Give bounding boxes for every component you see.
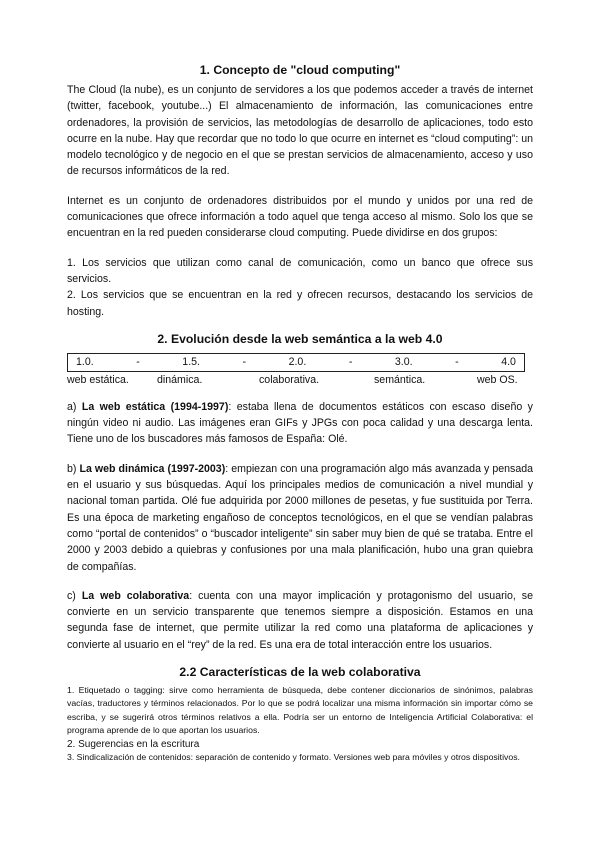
web-colaborativa-paragraph: c) La web colaborativa: cuenta con una mayor implicación y protagonismo del usuario, se convierte en un servicio transparente que tenemos siempre a disposición. Estamos en una segunda fase de internet, que permite utilizar la red como una plataforma de aplicaciones y convierte al usuario en el “rey” de la red. Es una era de total interacción entre los usuarios. bbox=[67, 589, 533, 651]
timeline-separator: - bbox=[348, 356, 353, 369]
web-evolution-timeline bbox=[67, 353, 525, 372]
timeline-label: semántica. bbox=[374, 373, 426, 386]
timeline-label: web OS. bbox=[477, 373, 518, 386]
timeline-version: 2.0. bbox=[288, 356, 307, 369]
web-colaborativa-heading: La web colaborativa bbox=[81, 589, 190, 602]
section-1-title: 1. Concepto de "cloud computing" bbox=[199, 63, 401, 77]
characteristic-item-2: 2. Sugerencias en la escritura bbox=[67, 738, 200, 750]
timeline-label: web estática. bbox=[67, 373, 129, 386]
web-estatica-paragraph: a) La web estática (1994-1997): estaba llena de documentos estáticos con escaso diseño y ningún video ni audio. Las imágenes eran GIFs y JPGs con poca calidad y una descarga lenta. Tiene uno de los buscadores más famosos de España: Olé. bbox=[67, 400, 533, 446]
characteristic-item-1: 1. Etiquetado o tagging: sirve como herramienta de búsqueda, debe contener diccionarios de sinónimos, palabras vacías, traductores y términos relacionados. Por lo que se podrá localizar una misma información sin importar cómo se escriba, y se sugerirá otros términos relativos a ella. Podría ser un entorno de Inteligencia Artificial Colaborativa: el programa aprende de lo que aportan los usuarios. bbox=[67, 685, 533, 736]
section-3-title: 2.2 Características de la web colaborativa bbox=[179, 665, 421, 680]
timeline-separator: - bbox=[455, 356, 459, 369]
web-dinamica-heading: La web dinámica (1997-2003) bbox=[79, 462, 226, 475]
web-estatica-heading: La web estática (1994-1997) bbox=[81, 400, 229, 413]
section-1-paragraph-1: The Cloud (la nube), es un conjunto de servidores a los que podemos acceder a través de internet (twitter, facebook, youtube...) El almacenamiento de información, las comunicaciones entre ordenadores, la provisión de servicios, las metodologías de desarrollo de aplicaciones, todo esto ocurre en la nube. Hay que recordar que no todo lo que ocurre en internet es “cloud computing”: un modelo tecnológico y de negocio en el que se prestan servicios de almacenamiento, acceso y uso de recursos informáticos de la red. bbox=[67, 84, 533, 178]
section-2-title: 2. Evolución desde la web semántica a la web 4.0 bbox=[157, 331, 443, 346]
web-dinamica-paragraph: b) La web dinámica (1997-2003): empiezan con una programación algo más avanzada y pensada en el usuario y sus búsquedas. Aquí los principales medios de comunicación a nivel mundial y nacional toman partida. Olé fue adquirida por 2000 millones de pesetas, y fue sustituida por Terra. Es una época de marketing engañoso de conceptos tecnológicos, en el que se vendían palabras como “portal de contenidos” o “buscador inteligente” sin saber muy bien de qué se trataba. Entre el 2000 y 2003 debido a quiebras y confusiones por una mala planificación, hubo una gran quiebra de compañías. bbox=[67, 462, 534, 573]
timeline-label: colaborativa. bbox=[259, 373, 320, 386]
timeline-version: 1.0. bbox=[76, 356, 94, 369]
timeline-version: 4.0 bbox=[501, 356, 516, 369]
timeline-version: 3.0. bbox=[394, 356, 413, 369]
characteristic-item-3: 3. Sindicalización de contenidos: separación de contenido y formato. Versiones web para móviles y otros dispositivos. bbox=[67, 752, 520, 763]
document-page bbox=[67, 62, 533, 764]
characteristics-list bbox=[67, 684, 533, 764]
section-1-paragraph-2: Internet es un conjunto de ordenadores distribuidos por el mundo y unidos por una red de comunicaciones que ofrece información a todo aquel que tenga acceso al mismo. Solo los que se encuentran en la red pueden considerarse cloud computing. Puede dividirse en dos grupos: bbox=[67, 194, 533, 240]
timeline-label: dinámica. bbox=[157, 373, 203, 386]
timeline-separator: - bbox=[242, 356, 247, 369]
section-1-list-item-2: 2. Los servicios que se encuentran en la red y ofrecen recursos, destacando los servicios de hosting. bbox=[67, 289, 533, 318]
timeline-separator: - bbox=[136, 356, 140, 369]
timeline-labels bbox=[67, 374, 533, 390]
timeline-version: 1.5. bbox=[182, 356, 200, 369]
section-1-list-item-1: 1. Los servicios que utilizan como canal de comunicación, como un banco que ofrece sus servicios. bbox=[67, 256, 533, 285]
